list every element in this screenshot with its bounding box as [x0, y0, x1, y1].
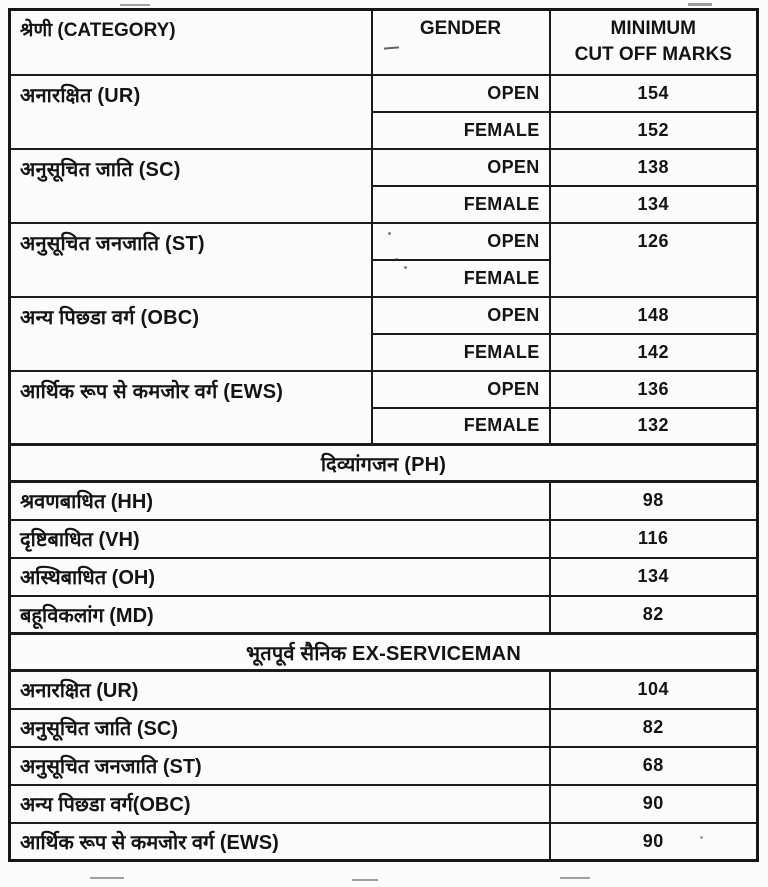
category-cell-oh: अस्थिबाधित (OH) [10, 558, 550, 596]
scan-artifact [688, 3, 712, 6]
table-row [10, 747, 758, 785]
marks-cell: 82 [550, 596, 758, 634]
gender-cell: OPEN [372, 297, 550, 334]
table-row [10, 482, 758, 520]
section-header-ph [10, 445, 758, 482]
header-row [10, 10, 758, 75]
table-row [10, 596, 758, 634]
table-row [10, 558, 758, 596]
scan-artifact [352, 879, 378, 881]
gender-cell: OPEN [372, 149, 550, 186]
table-row [10, 823, 758, 861]
header-min-cutoff-line2: CUT OFF MARKS [574, 43, 732, 65]
category-cell-ex-obc: अन्य पिछडा वर्ग(OBC) [10, 785, 550, 823]
category-cell-md: बहूविकलांग (MD) [10, 596, 550, 634]
marks-cell: 90 [550, 823, 758, 861]
gender-cell: FEMALE [372, 260, 550, 297]
category-cell-ex-ur: अनारक्षित (UR) [10, 671, 550, 709]
gender-cell: FEMALE [372, 408, 550, 445]
section-title-ph: दिव्यांगजन (PH) [10, 445, 758, 482]
category-cell-ex-ews: आर्थिक रूप से कमजोर वर्ग (EWS) [10, 823, 550, 861]
table-row [10, 671, 758, 709]
scan-artifact [90, 877, 124, 879]
category-cell-ur: अनारक्षित (UR) [10, 75, 372, 149]
gender-cell: FEMALE [372, 186, 550, 223]
table-row [10, 709, 758, 747]
section-header-ex-serviceman [10, 634, 758, 671]
table-row [10, 371, 758, 408]
marks-cell: 116 [550, 520, 758, 558]
marks-cell: 134 [550, 186, 758, 223]
marks-cell: 138 [550, 149, 758, 186]
header-min-cutoff-line1: MINIMUM [610, 18, 696, 39]
marks-cell: 154 [550, 75, 758, 112]
marks-cell: 132 [550, 408, 758, 445]
gender-cell: OPEN [372, 371, 550, 408]
marks-cell: 82 [550, 709, 758, 747]
marks-cell-merged: 126 [550, 223, 758, 297]
category-cell-hh: श्रवणबाधित (HH) [10, 482, 550, 520]
section-title-ex-serviceman: भूतपूर्व सैनिक EX-SERVICEMAN [10, 634, 758, 671]
category-cell-ex-st: अनुसूचित जनजाति (ST) [10, 747, 550, 785]
table-row [10, 223, 758, 260]
marks-cell: 68 [550, 747, 758, 785]
table-row [10, 297, 758, 334]
marks-cell: 136 [550, 371, 758, 408]
category-cell-sc: अनुसूचित जाति (SC) [10, 149, 372, 223]
table-row [10, 149, 758, 186]
scan-artifact [560, 877, 590, 879]
table-row [10, 75, 758, 112]
gender-cell: FEMALE [372, 334, 550, 371]
marks-cell: 90 [550, 785, 758, 823]
marks-cell: 98 [550, 482, 758, 520]
marks-cell: 104 [550, 671, 758, 709]
category-cell-ex-sc: अनुसूचित जाति (SC) [10, 709, 550, 747]
marks-cell: 152 [550, 112, 758, 149]
gender-cell: OPEN [372, 223, 550, 260]
table-row [10, 785, 758, 823]
header-min-cutoff [550, 10, 758, 75]
scan-artifact [120, 4, 150, 6]
marks-cell: 142 [550, 334, 758, 371]
table-row [10, 520, 758, 558]
category-cell-obc: अन्य पिछडा वर्ग (OBC) [10, 297, 372, 371]
cutoff-marks-table [8, 8, 759, 862]
category-cell-vh: दृष्टिबाधित (VH) [10, 520, 550, 558]
marks-cell: 134 [550, 558, 758, 596]
gender-cell: FEMALE [372, 112, 550, 149]
gender-cell: OPEN [372, 75, 550, 112]
header-gender: GENDER [372, 10, 550, 75]
marks-cell: 148 [550, 297, 758, 334]
header-category: श्रेणी (CATEGORY) [10, 10, 372, 75]
category-cell-ews: आर्थिक रूप से कमजोर वर्ग (EWS) [10, 371, 372, 445]
category-cell-st: अनुसूचित जनजाति (ST) [10, 223, 372, 297]
